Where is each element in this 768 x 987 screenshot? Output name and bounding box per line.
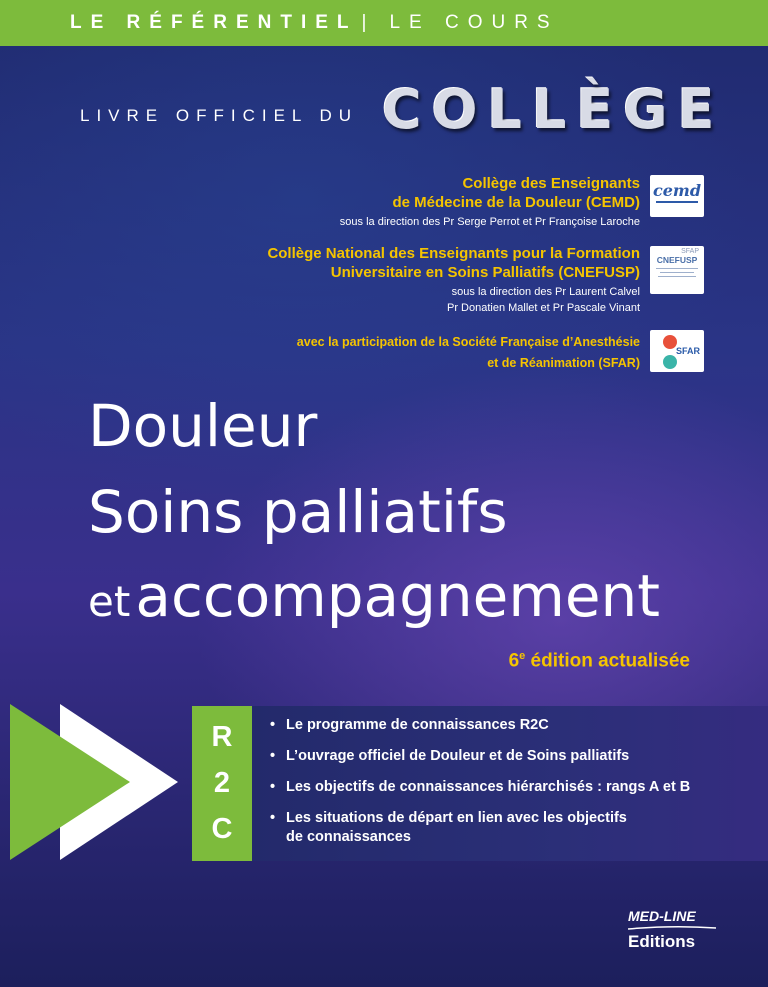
bullet-icon: • xyxy=(270,717,276,733)
title-line-3 xyxy=(88,562,660,630)
feature-text-4-continued: de connaissances xyxy=(286,829,411,845)
bullet-icon: • xyxy=(270,748,276,764)
feature-text-3: Les objectifs de connaissances hiérarchisés : rangs A et B xyxy=(286,779,691,795)
bullet-icon: • xyxy=(270,810,276,826)
cnefusp-name-line2: Universitaire en Soins Palliatifs (CNEFUSP) xyxy=(330,264,640,281)
r2c-letter-c: C xyxy=(211,813,233,846)
r2c-features-panel xyxy=(252,706,768,861)
r2c-letter-r: R xyxy=(211,720,233,753)
publisher-logo xyxy=(628,908,718,952)
official-book-label: LIVRE OFFICIEL DU xyxy=(80,106,359,125)
series-sub-label: LE COURS xyxy=(389,12,559,33)
cnefusp-direction-1: sous la direction des Pr Laurent Calvel xyxy=(451,286,640,298)
edition-sup: e xyxy=(519,650,526,662)
title-line-1: Douleur xyxy=(88,392,318,460)
cemd-name-line2: de Médecine de la Douleur (CEMD) xyxy=(392,194,640,211)
sfar-participation-line2: et de Réanimation (SFAR) xyxy=(487,356,640,370)
cnefusp-credit xyxy=(267,244,640,316)
r2c-badge xyxy=(192,706,252,861)
cnefusp-logo xyxy=(650,246,704,294)
cnefusp-direction-2: Pr Donatien Mallet et Pr Pascale Vinant xyxy=(446,302,640,314)
cemd-credit xyxy=(340,174,640,230)
publisher-swoosh-icon xyxy=(628,925,718,931)
feature-item-3 xyxy=(270,778,690,797)
feature-text-1: Le programme de connaissances R2C xyxy=(286,717,549,733)
title-line-2: Soins palliatifs xyxy=(88,478,508,546)
edition-text: édition actualisée xyxy=(525,650,690,672)
sfap-logo-text: SFAP xyxy=(681,248,699,255)
title-line-3-main: accompagnement xyxy=(135,562,661,630)
cemd-direction: sous la direction des Pr Serge Perrot et Pr Françoise Laroche xyxy=(339,216,640,228)
cemd-name-line1: Collège des Enseignants xyxy=(462,175,640,192)
sfar-participation-line1: avec la participation de la Société Française d’Anesthésie xyxy=(296,335,640,349)
cnefusp-logo-text: CNEFUSP xyxy=(656,255,698,265)
series-banner xyxy=(0,0,768,46)
sfar-credit xyxy=(297,332,640,374)
feature-text-4: Les situations de départ en lien avec les objectifs xyxy=(286,810,627,826)
bullet-icon: • xyxy=(270,779,276,795)
feature-text-2: L’ouvrage officiel de Douleur et de Soins palliatifs xyxy=(286,748,630,764)
r2c-letter-2: 2 xyxy=(213,766,231,799)
cnefusp-name-line1: Collège National des Enseignants pour la Formation xyxy=(267,245,640,262)
cemd-logo-text: cemd xyxy=(652,181,702,200)
publisher-editions: Editions xyxy=(628,932,696,951)
feature-item-4 xyxy=(270,809,627,847)
college-wordmark: COLLÈGE xyxy=(382,78,725,141)
sfar-logo-text: SFAR xyxy=(676,346,701,356)
edition-label xyxy=(509,650,690,672)
title-line-3-prefix: et xyxy=(88,577,131,626)
cemd-logo xyxy=(650,175,704,217)
edition-number: 6 xyxy=(508,650,520,672)
series-label: LE RÉFÉRENTIEL xyxy=(70,12,358,33)
series-separator: | xyxy=(361,12,376,33)
feature-item-1 xyxy=(270,716,549,735)
publisher-name: MED-LINE xyxy=(628,908,696,924)
feature-item-2 xyxy=(270,747,629,766)
sfar-logo xyxy=(650,330,704,372)
arrow-graphic xyxy=(0,700,200,865)
